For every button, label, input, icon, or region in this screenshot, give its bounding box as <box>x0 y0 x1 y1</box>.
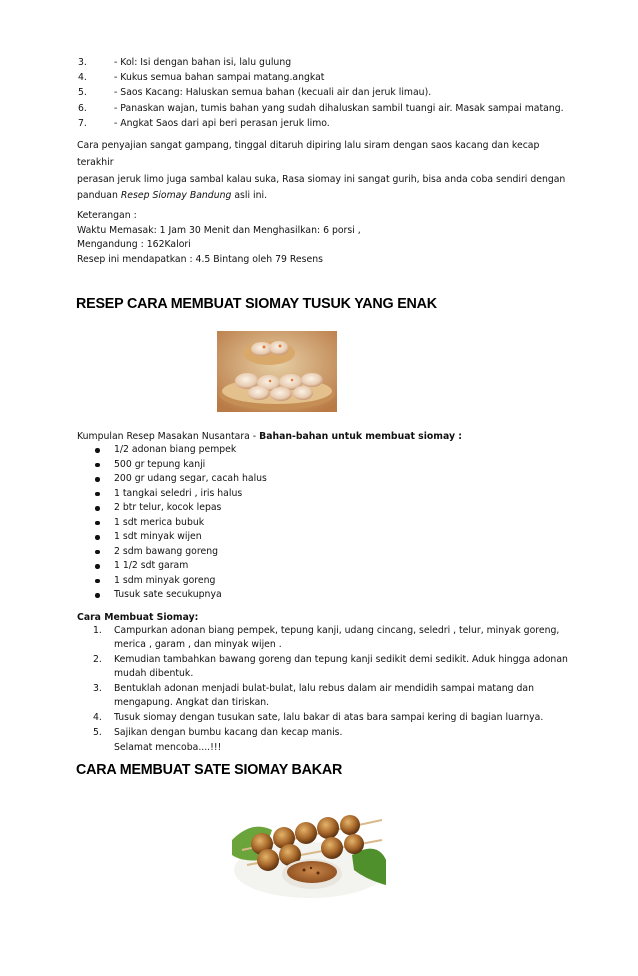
section-heading-sate-siomay: CARA MEMBUAT SATE SIOMAY BAKAR <box>76 762 343 778</box>
bullet-icon <box>93 443 114 458</box>
list-item: 5. Sajikan dengan bumbu kacang dan kecap manis. <box>93 727 343 738</box>
list-item: 1 tangkai seledri , iris halus <box>93 487 513 502</box>
bullet-icon <box>93 588 114 603</box>
bullet-icon <box>93 472 114 487</box>
list-item: 1 sdm minyak goreng <box>93 574 513 589</box>
info-block <box>77 209 577 267</box>
list-item: 2. Kemudian tambahkan bawang goreng dan tepung kanji sedikit demi sedikit. Aduk hingga adonan mudah dibentuk. <box>93 654 568 679</box>
method-steps-list <box>93 624 593 756</box>
list-item: 2 sdm bawang goreng <box>93 545 513 560</box>
list-item: 500 gr tepung kanji <box>93 458 513 473</box>
list-item: 1 sdt merica bubuk <box>93 516 513 531</box>
list-item: 7. - Angkat Saos dari api beri perasan jeruk limo. <box>78 117 330 129</box>
list-item: 1 1/2 sdt garam <box>93 559 513 574</box>
list-item: 1. Campurkan adonan biang pempek, tepung kanji, udang cincang, seledri , telur, minyak goreng, merica , garam , dan minyak wijen . <box>93 625 560 650</box>
bullet-icon <box>93 501 114 516</box>
calories: Mengandung : 162Kalori <box>77 239 191 250</box>
recipe-link[interactable]: Resep Siomay Bandung <box>120 190 232 202</box>
list-item: 6. - Panaskan wajan, tumis bahan yang sudah dihaluskan sambil tuangi air. Masak sampai matang. <box>78 102 564 114</box>
siomay-photo <box>217 331 337 412</box>
list-item: 1 sdt minyak wijen <box>93 530 513 545</box>
bullet-icon <box>93 530 114 545</box>
info-label: Keterangan : <box>77 210 137 221</box>
cook-time: Waktu Memasak: 1 Jam 30 Menit dan Menghasilkan: 6 porsi , <box>77 224 361 236</box>
list-item: 5. - Saos Kacang: Haluskan semua bahan (kecuali air dan jeruk limau). <box>78 87 432 99</box>
rating: Resep ini mendapatkan : 4.5 Bintang oleh 79 Resens <box>77 253 323 265</box>
bullet-icon <box>93 574 114 589</box>
list-item: 4. Tusuk siomay dengan tusukan sate, lalu bakar di atas bara sampai kering di bagian luarnya. <box>93 712 544 723</box>
list-item: Tusuk sate secukupnya <box>93 588 513 603</box>
list-item: 2 btr telur, kocok lepas <box>93 501 513 516</box>
bullet-icon <box>93 545 114 560</box>
closing-line: Selamat mencoba....!!! <box>114 742 222 753</box>
bullet-icon <box>93 487 114 502</box>
bullet-icon <box>93 559 114 574</box>
section-heading-siomay-tusuk: RESEP CARA MEMBUAT SIOMAY TUSUK YANG ENAK <box>76 296 437 312</box>
list-item: 1/2 adonan biang pempek <box>93 443 513 458</box>
top-steps-list <box>78 56 598 132</box>
serving-paragraph: Cara penyajian sangat gampang, tinggal ditaruh dipiring lalu siram dengan saos kacang dan kecap terakhir perasan jeruk limo juga sambal kalau suka, Rasa siomay ini sangat gurih, bisa anda coba sendiri dengan panduan Resep Siomay Bandung asli ini. <box>77 140 566 202</box>
list-item: 3. - Kol: Isi dengan bahan isi, lalu gulung <box>78 57 292 68</box>
sate-siomay-photo <box>232 800 386 900</box>
ingredients-intro: Kumpulan Resep Masakan Nusantara - Bahan-bahan untuk membuat siomay : <box>77 431 462 442</box>
bullet-icon <box>93 458 114 473</box>
list-item: 3. Bentuklah adonan menjadi bulat-bulat, lalu rebus dalam air mendidih sampai matang dan mengapung. Angkat dan tiriskan. <box>93 683 534 708</box>
ingredients-list <box>93 443 513 603</box>
list-item: 200 gr udang segar, cacah halus <box>93 472 513 487</box>
method-title: Cara Membuat Siomay: <box>77 612 199 623</box>
list-item: 4. - Kukus semua bahan sampai matang.angkat <box>78 72 325 84</box>
bullet-icon <box>93 516 114 531</box>
